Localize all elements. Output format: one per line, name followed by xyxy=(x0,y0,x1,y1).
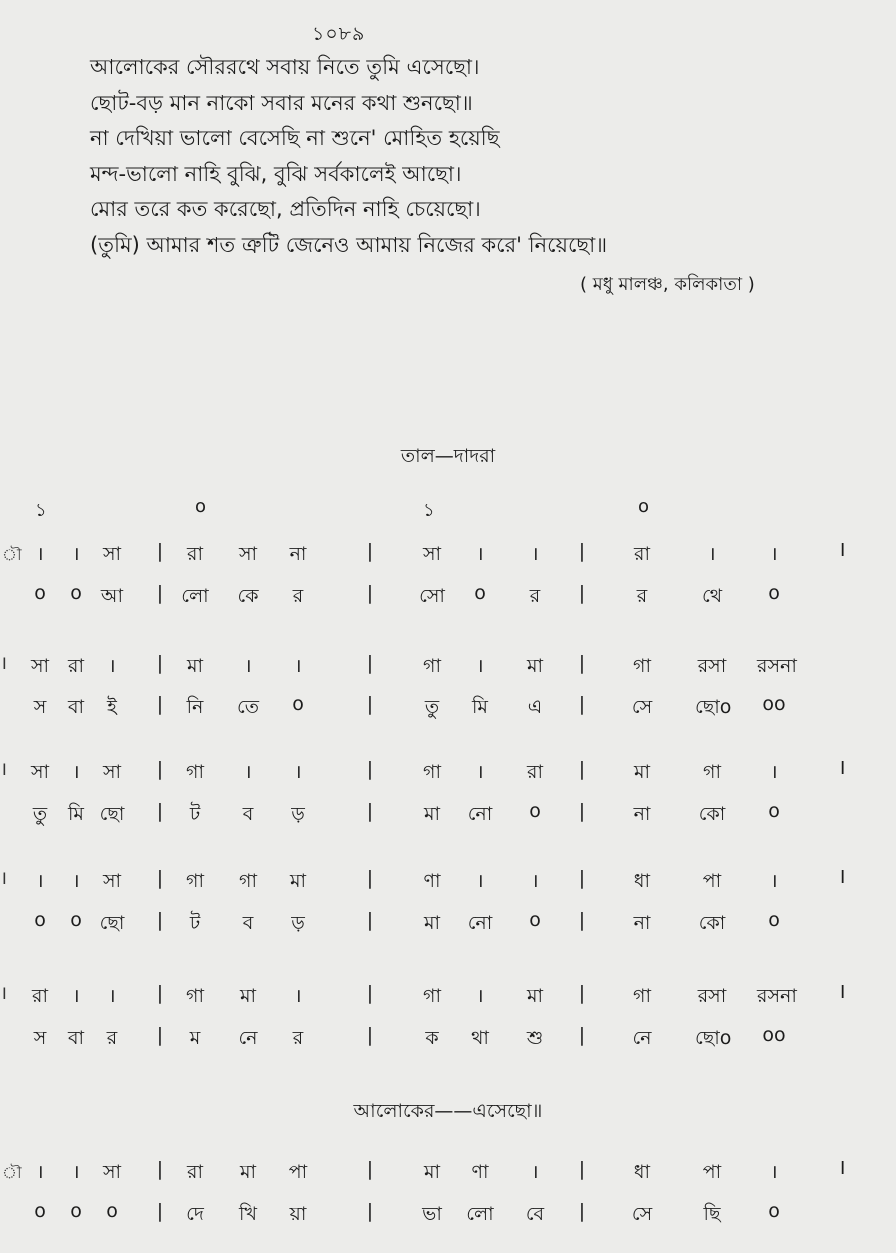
notation-cell: । xyxy=(294,655,302,677)
notation-cell: ণা xyxy=(423,870,441,892)
notation-cell: সা xyxy=(102,543,122,565)
notation-row xyxy=(0,1158,896,1188)
notation-cell: ছো xyxy=(99,912,125,934)
notation-cell: ট xyxy=(189,803,201,825)
notation-row xyxy=(0,982,896,1012)
notation-cell: oo xyxy=(762,693,786,715)
notation-cell: র xyxy=(529,585,541,607)
notation-cell: স xyxy=(33,696,47,718)
notation-cell: । xyxy=(770,761,778,783)
poem-line: ছোট-বড় মান নাকো সবার মনের কথা শুনছো॥ xyxy=(90,90,473,115)
notation-cell: । xyxy=(294,985,302,1007)
notation-cell: নি xyxy=(186,696,204,718)
notation-row xyxy=(0,1024,896,1054)
notation-cell: o xyxy=(34,1200,46,1222)
division-bar: | xyxy=(578,909,586,931)
notation-cell: আ xyxy=(100,585,124,607)
notation-cell: সে xyxy=(631,1203,653,1225)
notation-cell: র xyxy=(106,1027,118,1049)
notation-cell: গা xyxy=(423,655,441,677)
tala-title: তাল—দাদরা xyxy=(400,445,496,467)
notation-cell: । xyxy=(36,1161,44,1183)
notation-row xyxy=(0,540,896,570)
notation-cell: রসনা xyxy=(757,985,797,1007)
taal-mark: ১ xyxy=(423,500,435,521)
notation-cell: । xyxy=(72,543,80,565)
notation-cell: নো xyxy=(467,912,493,934)
notation-cell: বা xyxy=(67,696,85,718)
notation-cell: থে xyxy=(701,585,722,607)
notation-cell: । xyxy=(770,543,778,565)
notation-cell: রসনা xyxy=(757,655,797,677)
notation-cell: । xyxy=(108,985,116,1007)
row-end-mark: I xyxy=(840,540,846,561)
division-bar: | xyxy=(156,582,164,604)
notation-cell: o xyxy=(34,909,46,931)
notation-cell: গা xyxy=(703,761,721,783)
notation-cell: না xyxy=(633,803,651,825)
notation-cell: । xyxy=(770,1161,778,1183)
notation-cell: মা xyxy=(186,655,204,677)
notation-cell: ভা xyxy=(422,1203,442,1225)
division-bar: | xyxy=(156,693,164,715)
notation-cell: o xyxy=(34,582,46,604)
notation-cell: রা xyxy=(32,985,48,1007)
notation-cell: ছি xyxy=(703,1203,721,1225)
notation-cell: বে xyxy=(525,1203,545,1225)
notation-cell: o xyxy=(768,1200,780,1222)
notation-cell: রা xyxy=(68,655,84,677)
notation-cell: । xyxy=(476,985,484,1007)
division-bar: | xyxy=(156,909,164,931)
division-bar: | xyxy=(366,582,374,604)
row-end-mark: I xyxy=(840,867,846,888)
notation-cell: । xyxy=(531,543,539,565)
notation-cell: গা xyxy=(423,985,441,1007)
notation-cell: o xyxy=(106,1200,118,1222)
notation-cell: ম xyxy=(189,1027,201,1049)
notation-cell: o xyxy=(292,693,304,715)
division-bar: | xyxy=(156,1024,164,1046)
division-bar: | xyxy=(366,867,374,889)
notation-cell: মা xyxy=(423,912,441,934)
poem-line: আলোকের সৌররথে সবায় নিতে তুমি এসেছো। xyxy=(90,55,480,79)
notation-cell: রা xyxy=(527,761,543,783)
notation-cell: লো xyxy=(466,1203,494,1225)
notation-cell: সা xyxy=(102,761,122,783)
notation-cell: গা xyxy=(633,985,651,1007)
notation-cell: রা xyxy=(634,543,650,565)
division-bar: | xyxy=(578,582,586,604)
notation-row xyxy=(0,582,896,612)
notation-cell: মা xyxy=(239,985,257,1007)
notation-cell: রসা xyxy=(697,985,727,1007)
notation-cell: নে xyxy=(632,1027,652,1049)
source-credit: ( মধু মালঞ্চ, কলিকাতা ) xyxy=(580,274,755,295)
notation-cell: গা xyxy=(633,655,651,677)
notation-cell: মি xyxy=(68,803,84,825)
notation-cell: o xyxy=(70,1200,82,1222)
notation-cell: সা xyxy=(102,1161,122,1183)
division-bar: | xyxy=(156,540,164,562)
notation-cell: সা xyxy=(422,543,442,565)
notation-cell: নো xyxy=(467,803,493,825)
notation-cell: র xyxy=(292,585,304,607)
notation-row xyxy=(0,693,896,723)
notation-cell: । xyxy=(294,761,302,783)
division-bar: | xyxy=(366,758,374,780)
taal-marks xyxy=(0,496,896,526)
notation-cell: ট xyxy=(189,912,201,934)
notation-cell: মি xyxy=(472,696,488,718)
notation-cell: মা xyxy=(526,985,544,1007)
notation-cell: গা xyxy=(423,761,441,783)
notation-cell: ব xyxy=(242,912,254,934)
division-bar: | xyxy=(366,982,374,1004)
division-bar: | xyxy=(578,693,586,715)
notation-cell: । xyxy=(476,761,484,783)
division-bar: | xyxy=(578,1158,586,1180)
notation-cell: । xyxy=(108,655,116,677)
division-bar: | xyxy=(578,758,586,780)
division-bar: | xyxy=(156,1200,164,1222)
notation-cell: বা xyxy=(67,1027,85,1049)
notation-cell: । xyxy=(770,870,778,892)
notation-cell: ছোo xyxy=(695,1027,732,1049)
notation-cell: স xyxy=(33,1027,47,1049)
division-bar: | xyxy=(578,1200,586,1222)
notation-cell: নে xyxy=(238,1027,258,1049)
notation-cell: মা xyxy=(423,1161,441,1183)
notation-row xyxy=(0,758,896,788)
poem-line: না দেখিয়া ভালো বেসেছি না শুনে' মোহিত হয়েছি xyxy=(90,126,500,150)
division-bar: | xyxy=(156,982,164,1004)
division-bar: | xyxy=(366,800,374,822)
notation-cell: গা xyxy=(186,761,204,783)
notation-cell: সা xyxy=(238,543,258,565)
notation-cell: ই xyxy=(107,696,117,718)
poem-line: মোর তরে কত করেছো, প্রতিদিন নাহি চেয়েছো। xyxy=(90,197,481,221)
notation-cell: সা xyxy=(102,870,122,892)
notation-cell: । xyxy=(72,985,80,1007)
division-bar: | xyxy=(578,652,586,674)
notation-cell: ড় xyxy=(291,912,305,934)
notation-cell: না xyxy=(289,543,307,565)
row-end-mark: I xyxy=(840,758,846,779)
notation-cell: ধা xyxy=(633,870,651,892)
notation-cell: । xyxy=(476,655,484,677)
notation-cell: o xyxy=(529,909,541,931)
notation-cell: । xyxy=(72,870,80,892)
notation-cell: পা xyxy=(288,1161,308,1183)
notation-cell: সো xyxy=(419,585,445,607)
row-start-mark: ৗ xyxy=(2,545,22,564)
notation-cell: তু xyxy=(32,803,48,825)
notation-cell: o xyxy=(768,909,780,931)
division-bar: | xyxy=(578,867,586,889)
row-end-mark: I xyxy=(840,982,846,1003)
notation-cell: সে xyxy=(631,696,653,718)
notation-cell: oo xyxy=(762,1024,786,1046)
row-start-mark: I xyxy=(2,654,7,673)
division-bar: | xyxy=(366,652,374,674)
notation-cell: । xyxy=(244,761,252,783)
division-bar: | xyxy=(578,1024,586,1046)
taal-mark: o xyxy=(195,496,207,517)
notation-cell: পা xyxy=(702,1161,722,1183)
notation-cell: গা xyxy=(239,870,257,892)
notation-row xyxy=(0,909,896,939)
notation-cell: মা xyxy=(526,655,544,677)
taal-mark: o xyxy=(638,496,650,517)
notation-row xyxy=(0,800,896,830)
division-bar: | xyxy=(156,867,164,889)
notation-cell: । xyxy=(36,543,44,565)
notation-cell: এ xyxy=(527,696,543,718)
notation-cell: । xyxy=(708,543,716,565)
page-number: ১০৮৯ xyxy=(312,23,366,45)
notation-cell: কো xyxy=(698,912,726,934)
notation-cell: শু xyxy=(526,1027,544,1049)
notation-cell: । xyxy=(531,870,539,892)
notation-cell: রা xyxy=(187,1161,203,1183)
notation-cell: o xyxy=(768,800,780,822)
poem-line: মন্দ-ভালো নাহি বুঝি, বুঝি সর্বকালেই আছো। xyxy=(90,161,462,186)
notation-cell: o xyxy=(474,582,486,604)
notation-cell: ছো xyxy=(99,803,125,825)
notation-cell: কো xyxy=(698,803,726,825)
notation-cell: ধা xyxy=(633,1161,651,1183)
division-bar: | xyxy=(578,982,586,1004)
notation-cell: রা xyxy=(187,543,203,565)
notation-cell: না xyxy=(633,912,651,934)
division-bar: | xyxy=(366,693,374,715)
division-bar: | xyxy=(156,1158,164,1180)
division-bar: | xyxy=(578,540,586,562)
notation-cell: মা xyxy=(633,761,651,783)
notation-cell: মা xyxy=(423,803,441,825)
division-bar: | xyxy=(366,909,374,931)
notation-row xyxy=(0,867,896,897)
division-bar: | xyxy=(366,540,374,562)
notation-cell: র xyxy=(292,1027,304,1049)
notation-cell: দে xyxy=(186,1203,204,1225)
division-bar: | xyxy=(156,800,164,822)
notation-cell: ণা xyxy=(471,1161,489,1183)
notation-cell: থা xyxy=(471,1027,489,1049)
row-start-mark: I xyxy=(2,984,7,1003)
notation-cell: o xyxy=(768,582,780,604)
notation-cell: o xyxy=(70,582,82,604)
notation-cell: o xyxy=(529,800,541,822)
notation-cell: রসা xyxy=(697,655,727,677)
division-bar: | xyxy=(366,1024,374,1046)
division-bar: | xyxy=(578,800,586,822)
notation-cell: মা xyxy=(239,1161,257,1183)
notation-cell: ড় xyxy=(291,803,305,825)
poem-line: (তুমি) আমার শত ত্রুটি জেনেও আমায় নিজের করে' নিয়েছো॥ xyxy=(90,232,608,257)
notation-cell: । xyxy=(476,870,484,892)
division-bar: | xyxy=(156,652,164,674)
notation-cell: গা xyxy=(186,985,204,1007)
notation-cell: কে xyxy=(237,585,259,607)
division-bar: | xyxy=(156,758,164,780)
notation-row xyxy=(0,1200,896,1230)
row-end-mark: I xyxy=(840,1158,846,1179)
notation-cell: । xyxy=(476,543,484,565)
notation-cell: খি xyxy=(239,1203,257,1225)
notation-cell: তে xyxy=(237,696,259,718)
notation-cell: গা xyxy=(186,870,204,892)
notation-cell: । xyxy=(36,870,44,892)
poem xyxy=(90,52,810,265)
notation-cell: সা xyxy=(30,761,50,783)
notation-cell: ছোo xyxy=(695,696,732,718)
notation-cell: o xyxy=(70,909,82,931)
row-start-mark: I xyxy=(2,869,7,888)
taal-mark: ১ xyxy=(35,500,47,521)
notation-cell: । xyxy=(72,1161,80,1183)
division-bar: | xyxy=(366,1200,374,1222)
row-start-mark: I xyxy=(2,760,7,779)
notation-cell: র xyxy=(636,585,648,607)
notation-cell: তু xyxy=(424,696,440,718)
division-bar: | xyxy=(366,1158,374,1180)
notation-cell: সা xyxy=(30,655,50,677)
notation-cell: ক xyxy=(425,1027,439,1049)
notation-cell: পা xyxy=(702,870,722,892)
notation-cell: ব xyxy=(242,803,254,825)
notation-cell: য়া xyxy=(289,1203,307,1225)
notation-cell: মা xyxy=(289,870,307,892)
notation-row xyxy=(0,652,896,682)
interlude-label: আলোকের——এসেছো॥ xyxy=(353,1100,543,1122)
notation-cell: । xyxy=(531,1161,539,1183)
row-start-mark: ৗ xyxy=(2,1163,22,1182)
notation-cell: লো xyxy=(181,585,209,607)
notation-cell: । xyxy=(244,655,252,677)
notation-cell: । xyxy=(72,761,80,783)
